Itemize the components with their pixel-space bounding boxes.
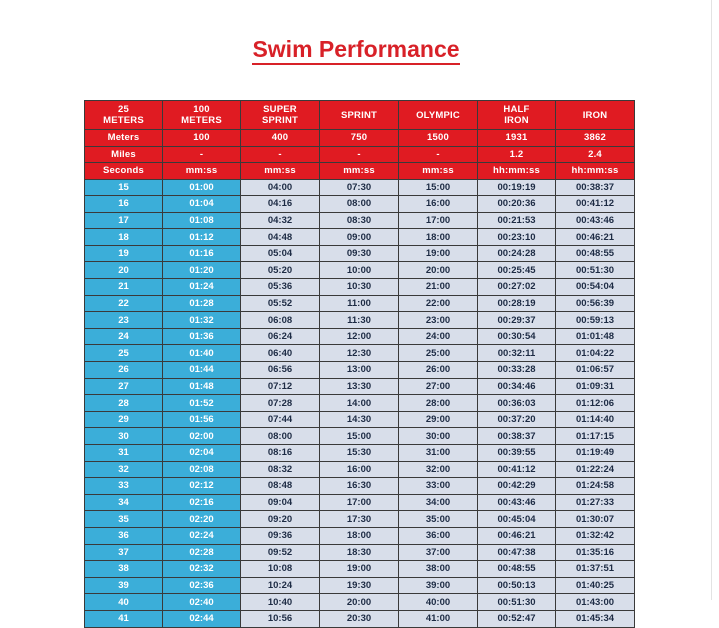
cell-seconds: 22 xyxy=(85,295,163,312)
table-row xyxy=(85,544,635,561)
table-cell: 01:01:48 xyxy=(556,328,635,345)
table-cell: 11:00 xyxy=(320,295,399,312)
table-cell: 00:21:53 xyxy=(478,212,556,229)
table-cell: 07:28 xyxy=(241,395,320,412)
table-cell: 13:00 xyxy=(320,362,399,379)
table-cell: 33:00 xyxy=(399,478,478,495)
cell-25-meters: 02:00 xyxy=(163,428,241,445)
table-cell: 10:00 xyxy=(320,262,399,279)
table-row xyxy=(85,461,635,478)
cell-seconds: 36 xyxy=(85,527,163,544)
cell-25-meters: 02:12 xyxy=(163,478,241,495)
column-header xyxy=(85,101,163,130)
column-header xyxy=(478,101,556,130)
metric-value: 1931 xyxy=(478,130,556,147)
table-cell: 24:00 xyxy=(399,328,478,345)
cell-seconds: 21 xyxy=(85,279,163,296)
table-cell: 09:36 xyxy=(241,527,320,544)
cell-seconds: 41 xyxy=(85,610,163,627)
metric-value: mm:ss xyxy=(163,163,241,180)
column-header-line-1: 100 xyxy=(193,104,210,115)
cell-seconds: 15 xyxy=(85,179,163,196)
table-cell: 01:35:16 xyxy=(556,544,635,561)
cell-seconds: 24 xyxy=(85,328,163,345)
metric-value: 750 xyxy=(320,130,399,147)
table-cell: 01:09:31 xyxy=(556,378,635,395)
cell-25-meters: 01:48 xyxy=(163,378,241,395)
table-cell: 09:20 xyxy=(241,511,320,528)
table-cell: 00:47:38 xyxy=(478,544,556,561)
cell-seconds: 20 xyxy=(85,262,163,279)
column-header-line-1: HALF xyxy=(503,104,530,115)
metric-value: 400 xyxy=(241,130,320,147)
table-cell: 05:04 xyxy=(241,245,320,262)
table-row xyxy=(85,561,635,578)
metric-value: - xyxy=(320,146,399,163)
cell-25-meters: 01:16 xyxy=(163,245,241,262)
table-row xyxy=(85,610,635,627)
metric-label: Seconds xyxy=(85,163,163,180)
table-cell: 00:52:47 xyxy=(478,610,556,627)
table-cell: 00:46:21 xyxy=(556,229,635,246)
table-cell: 07:12 xyxy=(241,378,320,395)
page-title-text: Swim Performance xyxy=(252,36,459,65)
table-row xyxy=(85,312,635,329)
table-cell: 01:24:58 xyxy=(556,478,635,495)
cell-seconds: 34 xyxy=(85,494,163,511)
column-header-line-2: IRON xyxy=(504,115,529,126)
table-cell: 04:00 xyxy=(241,179,320,196)
table-row xyxy=(85,428,635,445)
cell-seconds: 17 xyxy=(85,212,163,229)
table-cell: 20:00 xyxy=(320,594,399,611)
table-cell: 17:00 xyxy=(399,212,478,229)
table-cell: 08:16 xyxy=(241,445,320,462)
column-header-line-1: SUPER xyxy=(263,104,297,115)
cell-25-meters: 01:24 xyxy=(163,279,241,296)
table-cell: 16:30 xyxy=(320,478,399,495)
metric-row-miles xyxy=(85,146,635,163)
table-cell: 01:22:24 xyxy=(556,461,635,478)
table-cell: 10:08 xyxy=(241,561,320,578)
cell-seconds: 26 xyxy=(85,362,163,379)
table-cell: 00:28:19 xyxy=(478,295,556,312)
cell-seconds: 37 xyxy=(85,544,163,561)
table-cell: 18:00 xyxy=(399,229,478,246)
table-cell: 08:30 xyxy=(320,212,399,229)
table-cell: 00:29:37 xyxy=(478,312,556,329)
table-row xyxy=(85,345,635,362)
cell-25-meters: 01:20 xyxy=(163,262,241,279)
table-cell: 01:19:49 xyxy=(556,445,635,462)
table-cell: 09:00 xyxy=(320,229,399,246)
table-cell: 26:00 xyxy=(399,362,478,379)
table-cell: 01:12:06 xyxy=(556,395,635,412)
table-cell: 00:23:10 xyxy=(478,229,556,246)
table-cell: 19:00 xyxy=(399,245,478,262)
table-cell: 39:00 xyxy=(399,577,478,594)
metric-value: mm:ss xyxy=(241,163,320,180)
cell-25-meters: 01:04 xyxy=(163,196,241,213)
table-cell: 16:00 xyxy=(320,461,399,478)
table-cell: 00:38:37 xyxy=(556,179,635,196)
table-cell: 36:00 xyxy=(399,527,478,544)
table-cell: 09:04 xyxy=(241,494,320,511)
table-row xyxy=(85,262,635,279)
table-cell: 07:30 xyxy=(320,179,399,196)
table-cell: 08:00 xyxy=(241,428,320,445)
table-cell: 21:00 xyxy=(399,279,478,296)
table-cell: 01:37:51 xyxy=(556,561,635,578)
cell-25-meters: 02:44 xyxy=(163,610,241,627)
cell-seconds: 31 xyxy=(85,445,163,462)
table-row xyxy=(85,279,635,296)
metric-label: Miles xyxy=(85,146,163,163)
metric-row-seconds xyxy=(85,163,635,180)
table-cell: 08:32 xyxy=(241,461,320,478)
table-cell: 06:56 xyxy=(241,362,320,379)
table-cell: 01:32:42 xyxy=(556,527,635,544)
table-cell: 05:20 xyxy=(241,262,320,279)
cell-seconds: 39 xyxy=(85,577,163,594)
cell-25-meters: 01:12 xyxy=(163,229,241,246)
metric-value: mm:ss xyxy=(399,163,478,180)
table-cell: 30:00 xyxy=(399,428,478,445)
cell-25-meters: 02:32 xyxy=(163,561,241,578)
cell-25-meters: 02:36 xyxy=(163,577,241,594)
metric-value: - xyxy=(241,146,320,163)
cell-25-meters: 01:00 xyxy=(163,179,241,196)
table-cell: 10:30 xyxy=(320,279,399,296)
table-cell: 25:00 xyxy=(399,345,478,362)
table-cell: 22:00 xyxy=(399,295,478,312)
table-row xyxy=(85,411,635,428)
table-cell: 00:51:30 xyxy=(556,262,635,279)
table-cell: 09:52 xyxy=(241,544,320,561)
table-cell: 00:20:36 xyxy=(478,196,556,213)
table-cell: 34:00 xyxy=(399,494,478,511)
cell-25-meters: 02:08 xyxy=(163,461,241,478)
table-cell: 00:54:04 xyxy=(556,279,635,296)
table-row xyxy=(85,494,635,511)
cell-25-meters: 01:36 xyxy=(163,328,241,345)
table-cell: 16:00 xyxy=(399,196,478,213)
table-cell: 00:43:46 xyxy=(556,212,635,229)
table-cell: 00:39:55 xyxy=(478,445,556,462)
table-cell: 12:30 xyxy=(320,345,399,362)
swim-performance-table xyxy=(84,100,635,628)
table-row xyxy=(85,196,635,213)
table-cell: 32:00 xyxy=(399,461,478,478)
table-cell: 41:00 xyxy=(399,610,478,627)
table-cell: 35:00 xyxy=(399,511,478,528)
table-cell: 18:00 xyxy=(320,527,399,544)
table-cell: 00:56:39 xyxy=(556,295,635,312)
table-cell: 00:48:55 xyxy=(556,245,635,262)
table-row xyxy=(85,594,635,611)
table-row xyxy=(85,445,635,462)
table-cell: 15:30 xyxy=(320,445,399,462)
table-cell: 13:30 xyxy=(320,378,399,395)
table-cell: 00:25:45 xyxy=(478,262,556,279)
cell-25-meters: 02:40 xyxy=(163,594,241,611)
table-cell: 19:00 xyxy=(320,561,399,578)
page-gutter xyxy=(713,0,719,600)
table-cell: 01:30:07 xyxy=(556,511,635,528)
table-cell: 28:00 xyxy=(399,395,478,412)
table-cell: 09:30 xyxy=(320,245,399,262)
cell-seconds: 18 xyxy=(85,229,163,246)
table-cell: 15:00 xyxy=(320,428,399,445)
cell-25-meters: 01:56 xyxy=(163,411,241,428)
table-cell: 00:41:12 xyxy=(478,461,556,478)
column-header-line-2: METERS xyxy=(181,115,222,126)
table-cell: 17:00 xyxy=(320,494,399,511)
cell-25-meters: 02:16 xyxy=(163,494,241,511)
table-cell: 05:36 xyxy=(241,279,320,296)
metric-value: hh:mm:ss xyxy=(478,163,556,180)
table-cell: 00:59:13 xyxy=(556,312,635,329)
column-header xyxy=(320,101,399,130)
cell-seconds: 28 xyxy=(85,395,163,412)
table-cell: 00:51:30 xyxy=(478,594,556,611)
metric-value: 1500 xyxy=(399,130,478,147)
table-cell: 10:24 xyxy=(241,577,320,594)
column-header-line-1: 25 xyxy=(118,104,129,115)
table-cell: 01:06:57 xyxy=(556,362,635,379)
cell-seconds: 30 xyxy=(85,428,163,445)
cell-seconds: 35 xyxy=(85,511,163,528)
table-header-row xyxy=(85,101,635,130)
cell-25-meters: 02:28 xyxy=(163,544,241,561)
table-cell: 00:27:02 xyxy=(478,279,556,296)
table-cell: 00:50:13 xyxy=(478,577,556,594)
table-row xyxy=(85,328,635,345)
cell-seconds: 16 xyxy=(85,196,163,213)
table-cell: 00:19:19 xyxy=(478,179,556,196)
table-cell: 00:32:11 xyxy=(478,345,556,362)
metric-value: 1.2 xyxy=(478,146,556,163)
table-cell: 05:52 xyxy=(241,295,320,312)
metric-value: 100 xyxy=(163,130,241,147)
table-cell: 01:14:40 xyxy=(556,411,635,428)
table-cell: 00:45:04 xyxy=(478,511,556,528)
table-cell: 04:32 xyxy=(241,212,320,229)
table-cell: 04:16 xyxy=(241,196,320,213)
table-cell: 40:00 xyxy=(399,594,478,611)
table-cell: 00:38:37 xyxy=(478,428,556,445)
table-row xyxy=(85,527,635,544)
cell-seconds: 38 xyxy=(85,561,163,578)
table-cell: 08:00 xyxy=(320,196,399,213)
table-cell: 01:40:25 xyxy=(556,577,635,594)
table-row xyxy=(85,378,635,395)
table-row xyxy=(85,511,635,528)
cell-seconds: 23 xyxy=(85,312,163,329)
table-row xyxy=(85,179,635,196)
metric-value: hh:mm:ss xyxy=(556,163,635,180)
metric-value: 3862 xyxy=(556,130,635,147)
column-header-line-1: IRON xyxy=(582,109,608,121)
metric-row-meters xyxy=(85,130,635,147)
metric-value: mm:ss xyxy=(320,163,399,180)
metric-value: - xyxy=(399,146,478,163)
cell-seconds: 25 xyxy=(85,345,163,362)
column-header xyxy=(241,101,320,130)
table-row xyxy=(85,295,635,312)
table-cell: 00:30:54 xyxy=(478,328,556,345)
table-cell: 00:34:46 xyxy=(478,378,556,395)
table-cell: 27:00 xyxy=(399,378,478,395)
cell-25-meters: 01:52 xyxy=(163,395,241,412)
column-header-line-1: OLYMPIC xyxy=(416,109,460,121)
column-header xyxy=(163,101,241,130)
table-cell: 17:30 xyxy=(320,511,399,528)
table-cell: 00:36:03 xyxy=(478,395,556,412)
column-header-line-1: SPRINT xyxy=(340,109,378,121)
page-title xyxy=(0,36,712,63)
table-cell: 00:37:20 xyxy=(478,411,556,428)
cell-25-meters: 01:08 xyxy=(163,212,241,229)
cell-25-meters: 01:44 xyxy=(163,362,241,379)
table-cell: 00:24:28 xyxy=(478,245,556,262)
table-cell: 07:44 xyxy=(241,411,320,428)
table-cell: 10:40 xyxy=(241,594,320,611)
table-cell: 00:46:21 xyxy=(478,527,556,544)
table-row xyxy=(85,478,635,495)
table-cell: 18:30 xyxy=(320,544,399,561)
cell-seconds: 19 xyxy=(85,245,163,262)
table-row xyxy=(85,362,635,379)
table-cell: 23:00 xyxy=(399,312,478,329)
table-cell: 12:00 xyxy=(320,328,399,345)
table-cell: 29:00 xyxy=(399,411,478,428)
table-cell: 01:04:22 xyxy=(556,345,635,362)
cell-seconds: 33 xyxy=(85,478,163,495)
cell-seconds: 27 xyxy=(85,378,163,395)
table-cell: 10:56 xyxy=(241,610,320,627)
table-cell: 04:48 xyxy=(241,229,320,246)
table-cell: 14:00 xyxy=(320,395,399,412)
table-row xyxy=(85,229,635,246)
metric-value: 2.4 xyxy=(556,146,635,163)
table-cell: 08:48 xyxy=(241,478,320,495)
table-cell: 37:00 xyxy=(399,544,478,561)
cell-25-meters: 02:20 xyxy=(163,511,241,528)
table-cell: 06:40 xyxy=(241,345,320,362)
table-cell: 15:00 xyxy=(399,179,478,196)
cell-25-meters: 02:04 xyxy=(163,445,241,462)
table-row xyxy=(85,577,635,594)
metric-label: Meters xyxy=(85,130,163,147)
table-cell: 19:30 xyxy=(320,577,399,594)
table-cell: 11:30 xyxy=(320,312,399,329)
table-cell: 06:24 xyxy=(241,328,320,345)
cell-25-meters: 01:28 xyxy=(163,295,241,312)
metric-value: - xyxy=(163,146,241,163)
table-row xyxy=(85,395,635,412)
column-header-line-2: METERS xyxy=(103,115,144,126)
table-cell: 00:43:46 xyxy=(478,494,556,511)
column-header xyxy=(556,101,635,130)
cell-seconds: 40 xyxy=(85,594,163,611)
column-header-line-2: SPRINT xyxy=(261,115,299,126)
cell-25-meters: 01:40 xyxy=(163,345,241,362)
table-cell: 01:27:33 xyxy=(556,494,635,511)
table-cell: 20:30 xyxy=(320,610,399,627)
column-header xyxy=(399,101,478,130)
table-cell: 01:45:34 xyxy=(556,610,635,627)
table-cell: 20:00 xyxy=(399,262,478,279)
table-cell: 01:17:15 xyxy=(556,428,635,445)
table-cell: 01:43:00 xyxy=(556,594,635,611)
table-cell: 14:30 xyxy=(320,411,399,428)
cell-seconds: 29 xyxy=(85,411,163,428)
cell-25-meters: 01:32 xyxy=(163,312,241,329)
table-row xyxy=(85,245,635,262)
table-cell: 00:33:28 xyxy=(478,362,556,379)
table-row xyxy=(85,212,635,229)
table-cell: 31:00 xyxy=(399,445,478,462)
table-cell: 38:00 xyxy=(399,561,478,578)
table-cell: 00:42:29 xyxy=(478,478,556,495)
cell-25-meters: 02:24 xyxy=(163,527,241,544)
table-cell: 00:48:55 xyxy=(478,561,556,578)
table-cell: 00:41:12 xyxy=(556,196,635,213)
table-cell: 06:08 xyxy=(241,312,320,329)
cell-seconds: 32 xyxy=(85,461,163,478)
